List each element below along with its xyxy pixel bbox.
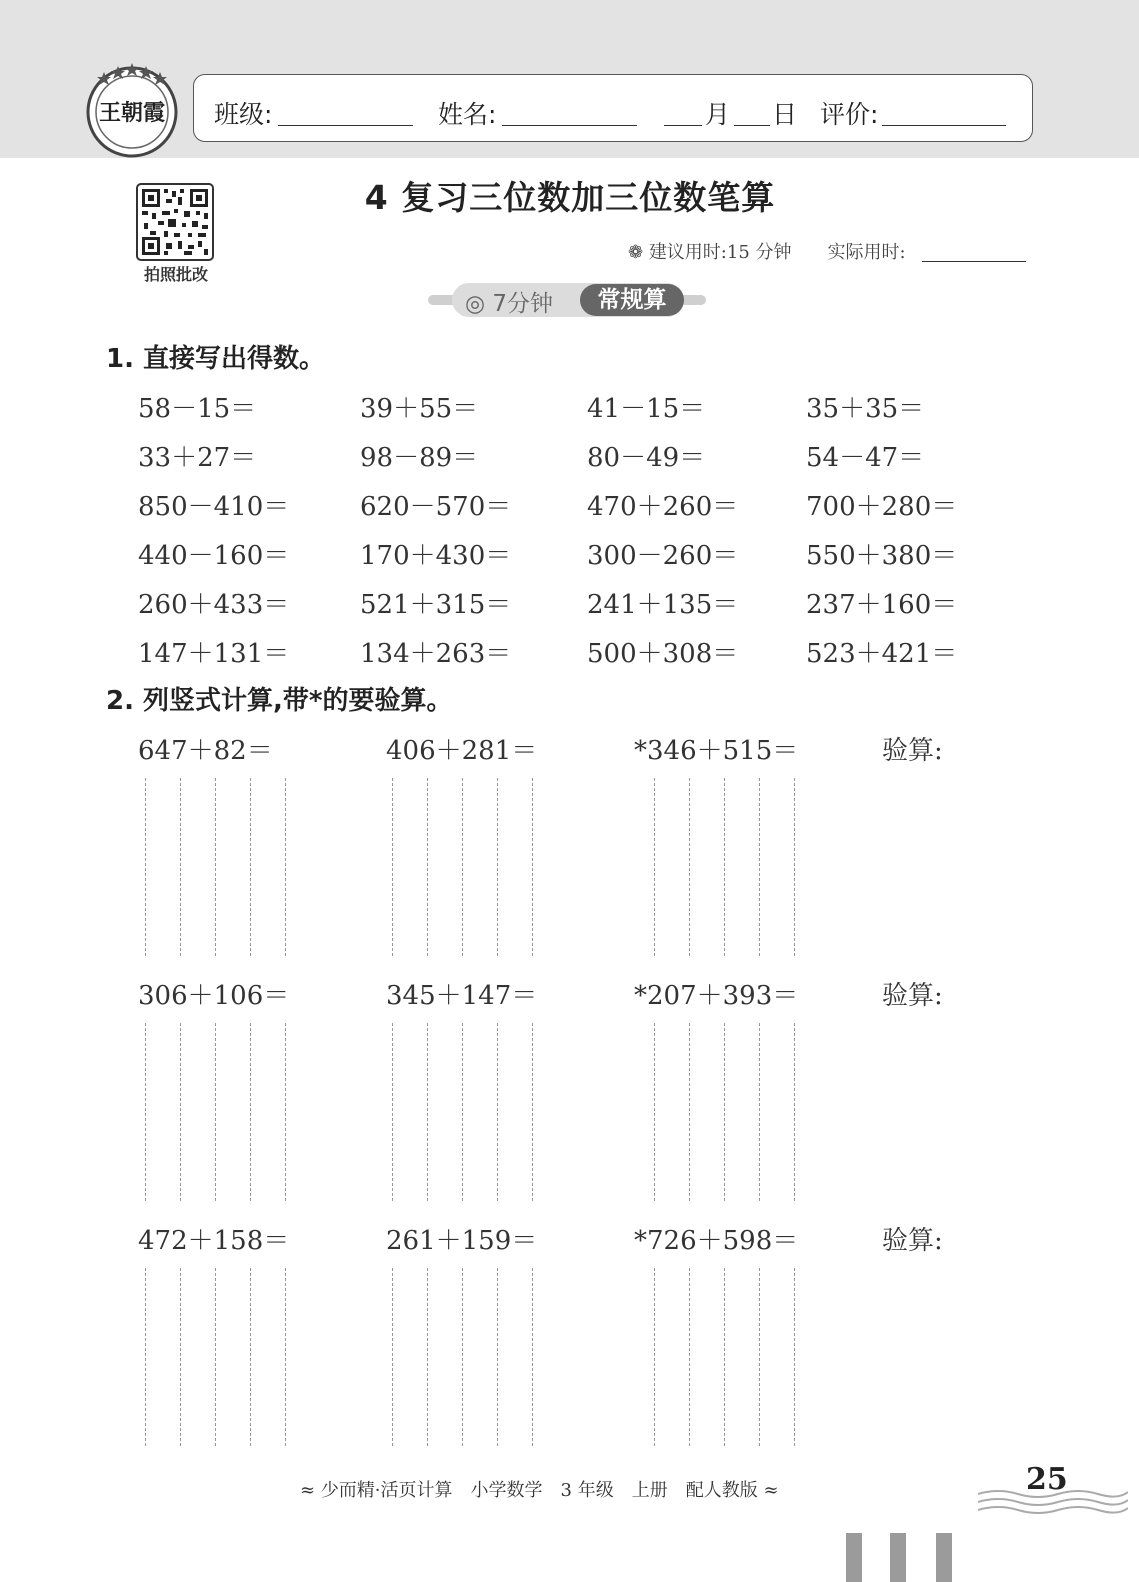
brand-logo: [84, 62, 180, 158]
q1-expression: 134＋263＝: [360, 639, 512, 669]
q1-expression: 470＋260＝: [587, 492, 739, 522]
page-title: 4 复习三位数加三位数笔算: [364, 178, 776, 217]
q1-expression: 54－47＝: [806, 443, 925, 473]
q1-expression: 500＋308＝: [587, 639, 739, 669]
qr-code-icon[interactable]: [136, 183, 214, 261]
work-area-grid[interactable]: [145, 1268, 295, 1446]
q1-expression: 241＋135＝: [587, 590, 739, 620]
month-field[interactable]: [664, 125, 702, 126]
footer-book-info: 少而精·活页计算 小学数学 3 年级 上册 配人教版: [320, 1480, 758, 1501]
work-area-grid[interactable]: [392, 778, 542, 956]
stopwatch-icon: ◎: [465, 291, 493, 317]
qr-caption: 拍照批改: [143, 265, 208, 284]
q2-expression: 472＋158＝: [138, 1226, 290, 1256]
rating-field[interactable]: [882, 125, 1006, 126]
flower-icon: ❁: [628, 242, 649, 263]
name-label: 姓名:: [438, 100, 497, 129]
month-label: 月: [705, 100, 731, 129]
q1-expression: 39＋55＝: [360, 394, 479, 424]
check-label: 验算:: [882, 981, 943, 1011]
q1-expression: 440－160＝: [138, 541, 290, 571]
q2-expression: *726＋598＝: [634, 1226, 799, 1256]
work-area-grid[interactable]: [145, 1023, 295, 1201]
q1-expression: 260＋433＝: [138, 590, 290, 620]
work-area-grid[interactable]: [392, 1023, 542, 1201]
q1-expression: 147＋131＝: [138, 639, 290, 669]
question-1-title: 1. 直接写出得数。: [106, 344, 326, 374]
q1-expression: 58－15＝: [138, 394, 257, 424]
q1-expression: 300－260＝: [587, 541, 739, 571]
actual-time-field[interactable]: [922, 261, 1026, 262]
time-info: [628, 238, 906, 264]
q1-expression: 41－15＝: [587, 394, 706, 424]
q1-expression: 237＋160＝: [806, 590, 958, 620]
day-field[interactable]: [734, 125, 770, 126]
wave-decoration: [978, 1484, 1128, 1524]
section-duration-text: 7分钟: [492, 291, 554, 317]
q2-expression: *207＋393＝: [634, 981, 799, 1011]
q2-expression: 345＋147＝: [386, 981, 538, 1011]
q1-expression: 620－570＝: [360, 492, 512, 522]
q1-expression: 33＋27＝: [138, 443, 257, 473]
q2-expression: 406＋281＝: [386, 736, 538, 766]
q1-expression: 700＋280＝: [806, 492, 958, 522]
page-number: 25: [1026, 1462, 1068, 1497]
work-area-grid[interactable]: [654, 1023, 804, 1201]
check-label: 验算:: [882, 1226, 943, 1256]
q2-expression: 306＋106＝: [138, 981, 290, 1011]
footer-text: ≈ 少而精·活页计算 小学数学 3 年级 上册 配人教版 ≈: [300, 1480, 779, 1501]
work-area-grid[interactable]: [392, 1268, 542, 1446]
q1-expression: 523＋421＝: [806, 639, 958, 669]
name-field[interactable]: [502, 125, 637, 126]
question-2-title: 2. 列竖式计算,带*的要验算。: [106, 686, 453, 716]
q1-expression: 35＋35＝: [806, 394, 925, 424]
q1-expression: 170＋430＝: [360, 541, 512, 571]
q1-expression: 850－410＝: [138, 492, 290, 522]
section-duration: [465, 285, 553, 318]
actual-time-label: 实际用时:: [827, 242, 906, 263]
q2-expression: *346＋515＝: [634, 736, 799, 766]
q1-expression: 80－49＝: [587, 443, 706, 473]
day-label: 日: [772, 100, 798, 129]
q2-expression: 261＋159＝: [386, 1226, 538, 1256]
work-area-grid[interactable]: [654, 1268, 804, 1446]
check-label: 验算:: [882, 736, 943, 766]
rating-label: 评价:: [820, 100, 879, 129]
class-label: 班级:: [214, 100, 273, 129]
work-area-grid[interactable]: [145, 778, 295, 956]
q1-expression: 98－89＝: [360, 443, 479, 473]
suggested-time: 建议用时:15 分钟: [648, 242, 792, 263]
q1-expression: 550＋380＝: [806, 541, 958, 571]
section-tag: 常规算: [580, 284, 684, 316]
class-field[interactable]: [278, 125, 413, 126]
q1-expression: 521＋315＝: [360, 590, 512, 620]
q2-expression: 647＋82＝: [138, 736, 273, 766]
svg-text:王朝霞: 王朝霞: [98, 100, 166, 126]
student-info-box: [193, 74, 1033, 142]
work-area-grid[interactable]: [654, 778, 804, 956]
